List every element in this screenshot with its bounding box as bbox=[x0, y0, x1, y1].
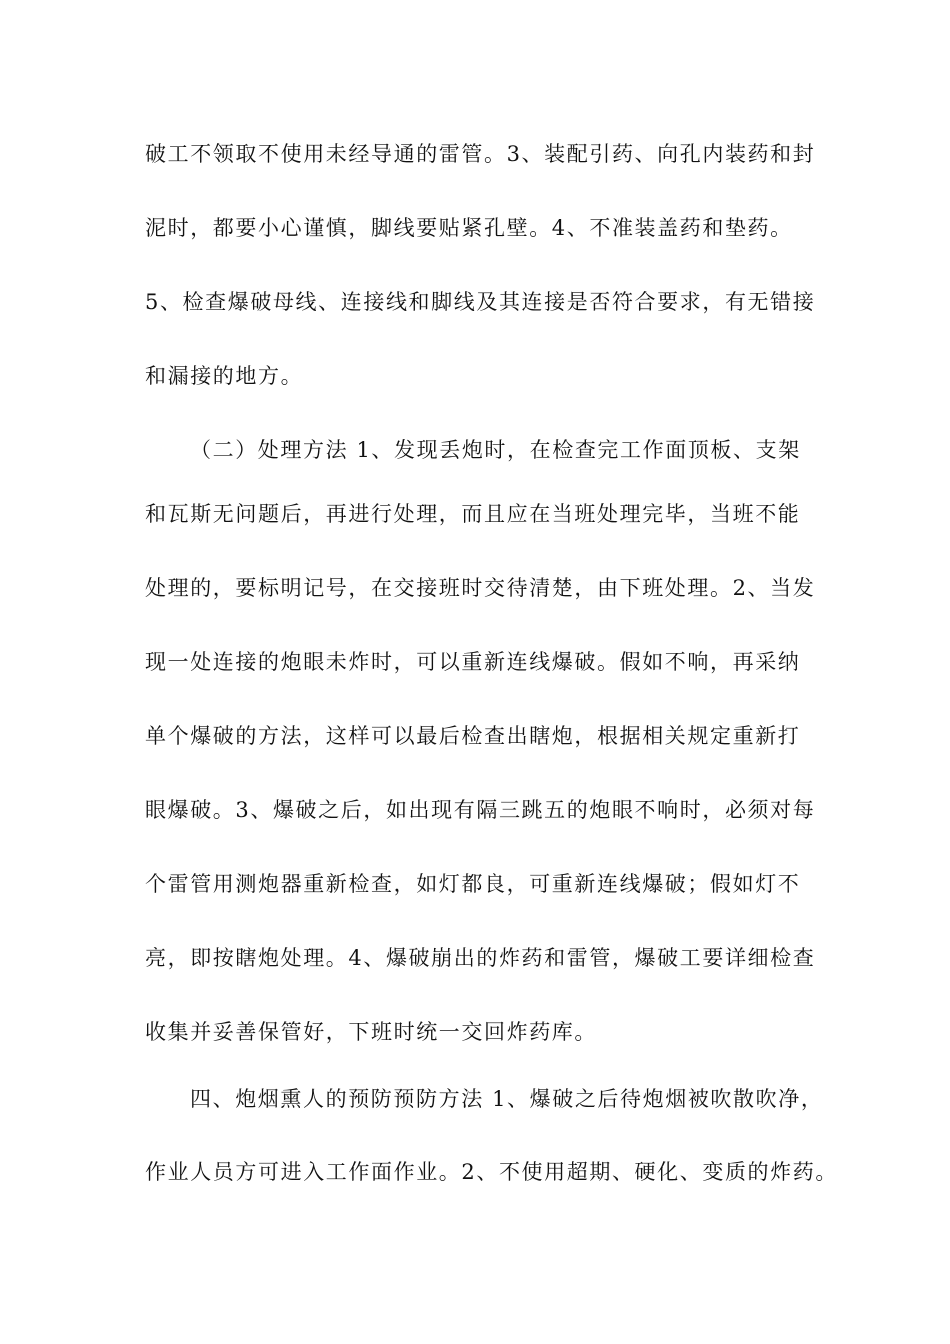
text-line: 现一处连接的炮眼未炸时，可以重新连线爆破。假如不响，再采纳 bbox=[145, 650, 801, 674]
text-line: 作业人员方可进入工作面作业。2、不使用超期、硬化、变质的炸药。 bbox=[145, 1160, 838, 1184]
text-line: 5、检查爆破母线、连接线和脚线及其连接是否符合要求，有无错接 bbox=[145, 290, 816, 314]
text-line: 泥时，都要小心谨慎，脚线要贴紧孔壁。4、不准装盖药和垫药。 bbox=[145, 216, 793, 240]
paragraph-start-line: （二）处理方法 1、发现丢炮时，在检查完工作面顶板、支架 bbox=[190, 438, 801, 462]
text-line: 处理的，要标明记号，在交接班时交待清楚，由下班处理。2、当发 bbox=[145, 576, 816, 600]
text-line: 收集并妥善保管好，下班时统一交回炸药库。 bbox=[145, 1020, 597, 1044]
text-line: 亮，即按瞎炮处理。4、爆破崩出的炸药和雷管，爆破工要详细检查 bbox=[145, 946, 816, 970]
text-line: 眼爆破。3、爆破之后，如出现有隔三跳五的炮眼不响时，必须对每 bbox=[145, 798, 816, 822]
text-line: 和漏接的地方。 bbox=[145, 364, 304, 388]
paragraph-start-line: 四、炮烟熏人的预防预防方法 1、爆破之后待炮烟被吹散吹净， bbox=[190, 1087, 824, 1111]
text-line: 单个爆破的方法，这样可以最后检查出瞎炮，根据相关规定重新打 bbox=[145, 724, 801, 748]
text-line: 破工不领取不使用未经导通的雷管。3、装配引药、向孔内装药和封 bbox=[145, 142, 816, 166]
text-line: 和瓦斯无问题后，再进行处理，而且应在当班处理完毕，当班不能 bbox=[145, 502, 801, 526]
text-line: 个雷管用测炮器重新检查，如灯都良，可重新连线爆破；假如灯不 bbox=[145, 872, 801, 896]
